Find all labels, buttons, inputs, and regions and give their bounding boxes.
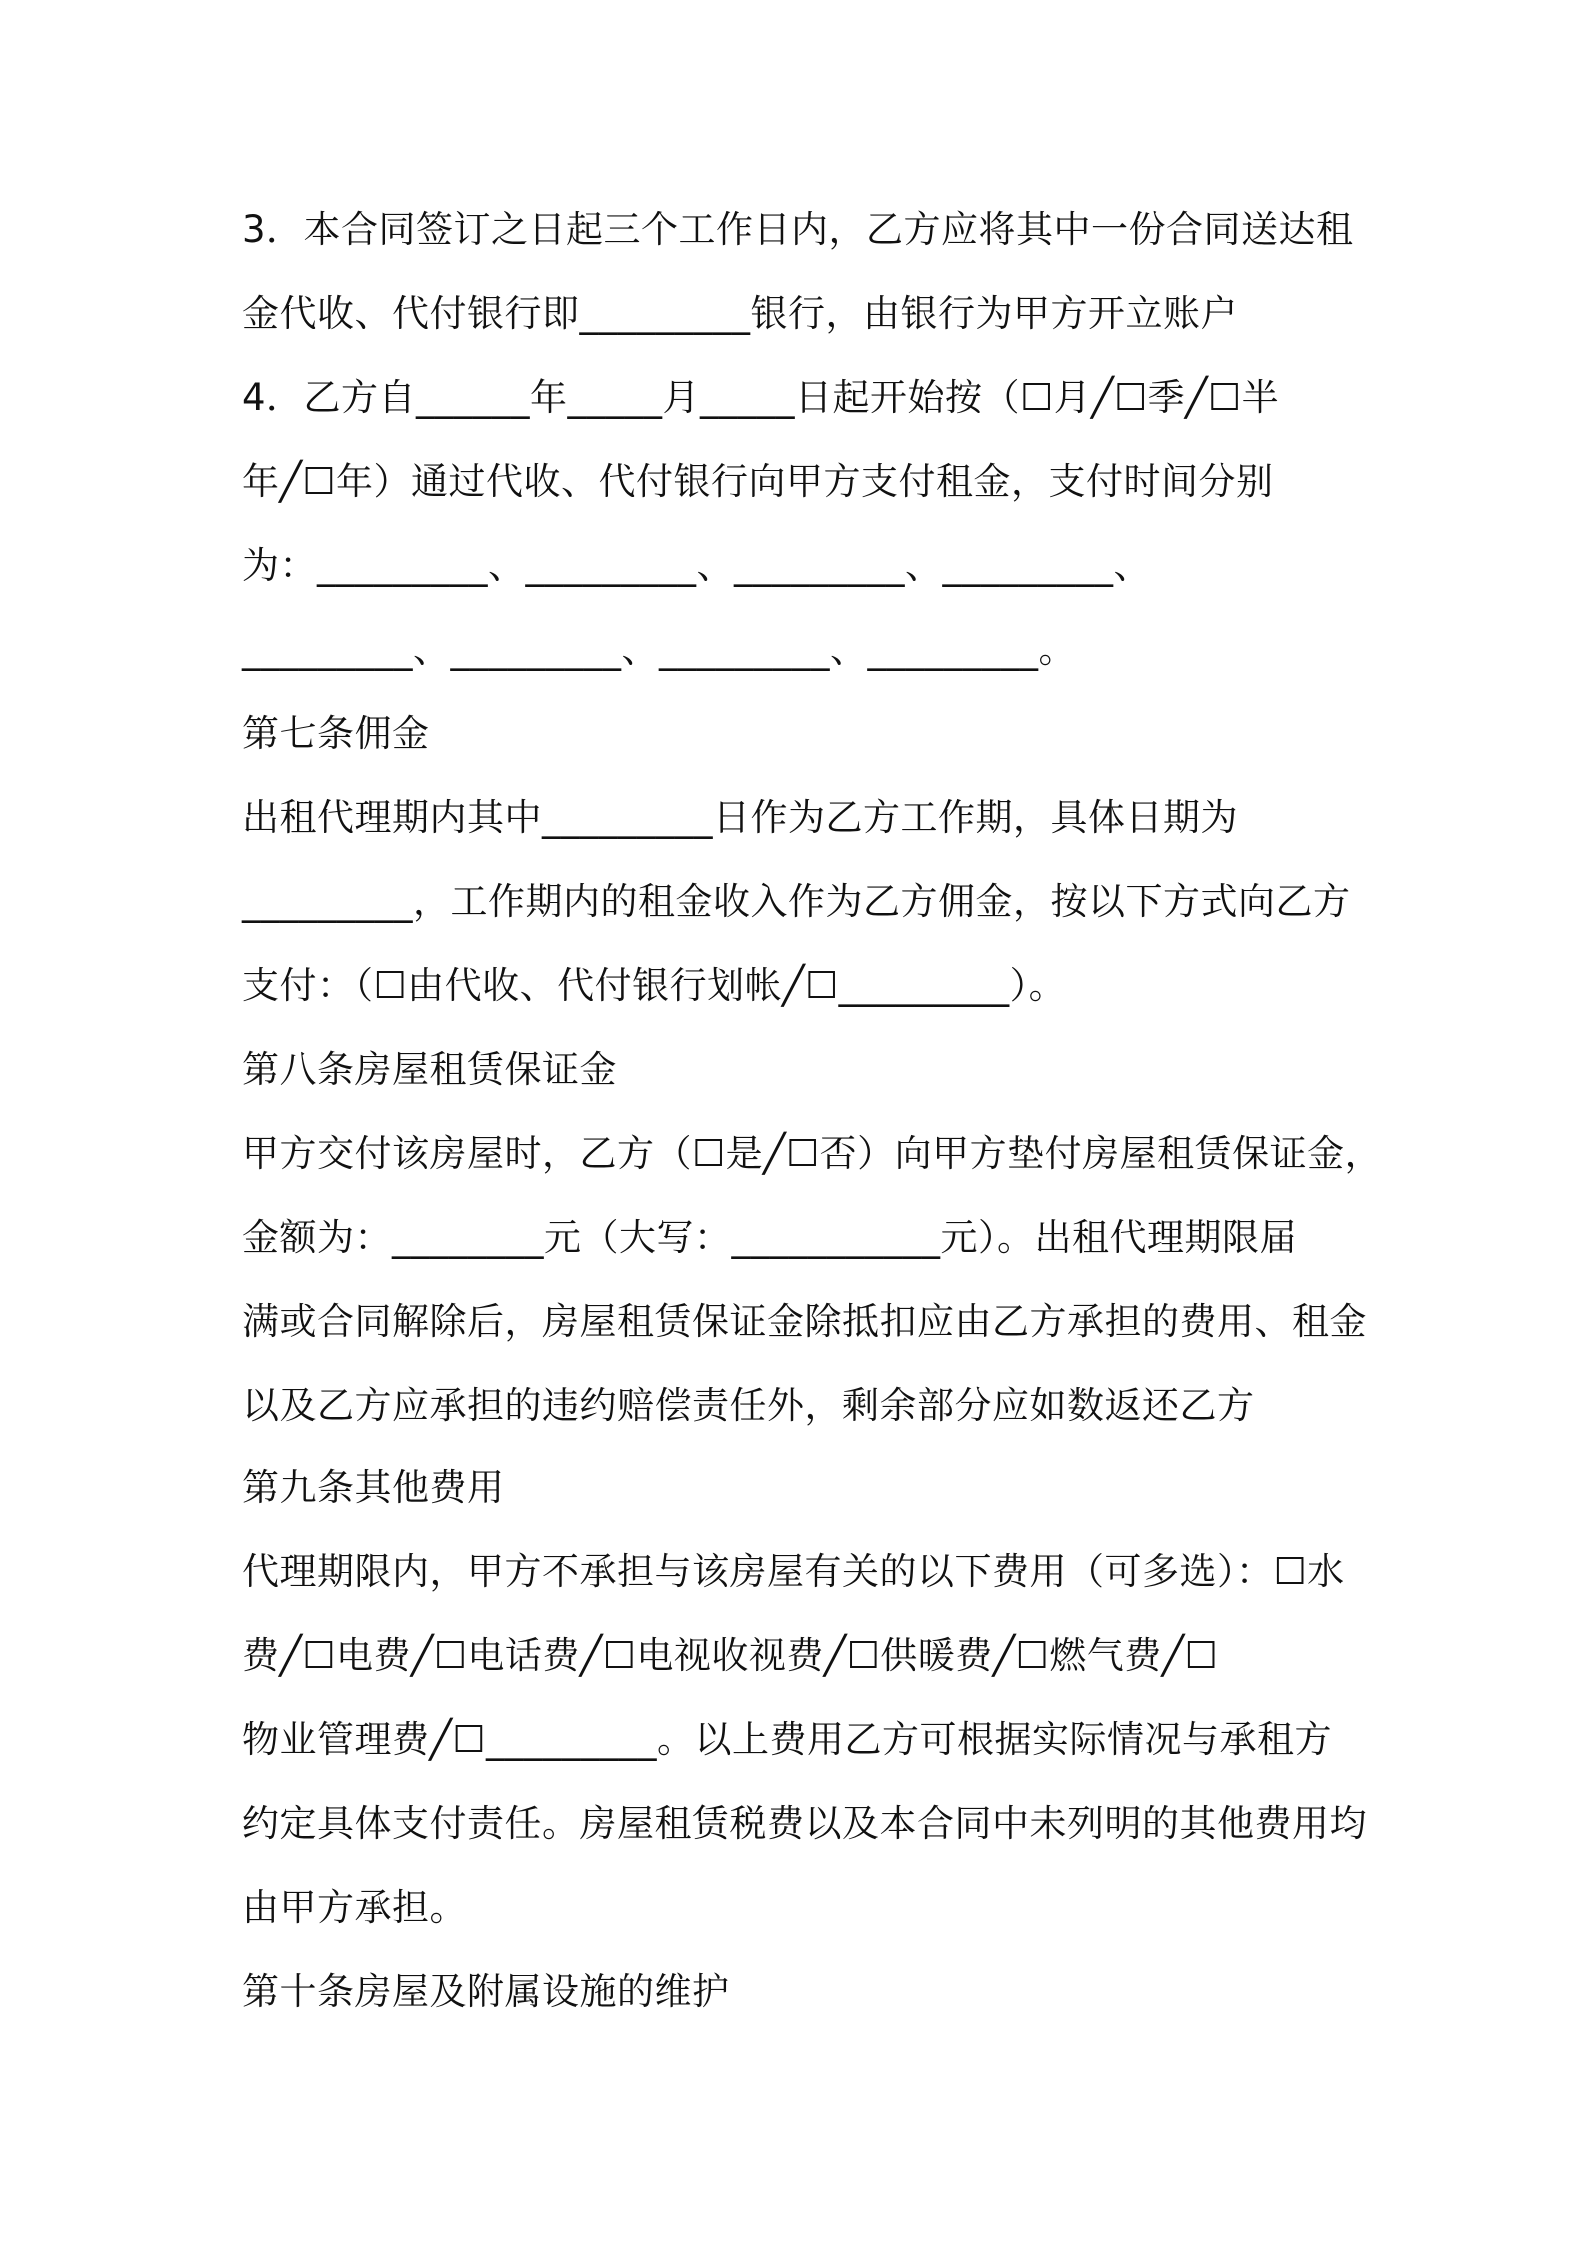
section-heading: 第八条房屋租赁保证金	[242, 1048, 617, 1091]
section-heading: 第七条佣金	[242, 712, 430, 755]
clause-text-line: 物业管理费╱☐_________。以上费用乙方可根据实际情况与承租方	[242, 1718, 1332, 1761]
section-heading: 第九条其他费用	[242, 1466, 505, 1509]
clause-text-line: 满或合同解除后，房屋租赁保证金除抵扣应由乙方承担的费用、租金	[242, 1300, 1367, 1343]
clause-text-line: 3．本合同签订之日起三个工作日内，乙方应将其中一份合同送达租	[242, 208, 1354, 251]
clause-text-line: 甲方交付该房屋时，乙方（☐是╱☐否）向甲方垫付房屋租赁保证金，	[242, 1132, 1383, 1175]
clause-text-line: _________、_________、_________、_________。	[242, 628, 1076, 671]
clause-text-line: 4．乙方自______年_____月_____日起开始按（☐月╱☐季╱☐半	[242, 376, 1280, 419]
clause-text-line: 年╱☐年）通过代收、代付银行向甲方支付租金，支付时间分别	[242, 460, 1274, 503]
clause-text-line: 支付：（☐由代收、代付银行划帐╱☐_________）。	[242, 964, 1067, 1007]
clause-text-line: 代理期限内，甲方不承担与该房屋有关的以下费用（可多选）：☐水	[242, 1550, 1345, 1593]
section-heading: 第十条房屋及附属设施的维护	[242, 1970, 730, 2013]
clause-text-line: _________，工作期内的租金收入作为乙方佣金，按以下方式向乙方	[242, 880, 1351, 923]
clause-text-line: 金额为：________元（大写：___________元）。出租代理期限届	[242, 1216, 1297, 1259]
clause-text-line: 金代收、代付银行即_________银行，由银行为甲方开立账户	[242, 292, 1238, 335]
clause-text-line: 以及乙方应承担的违约赔偿责任外，剩余部分应如数返还乙方	[242, 1384, 1255, 1427]
clause-text-line: 约定具体支付责任。房屋租赁税费以及本合同中未列明的其他费用均	[242, 1802, 1367, 1845]
clause-text-line: 由甲方承担。	[242, 1886, 467, 1929]
clause-text-line: 出租代理期内其中_________日作为乙方工作期，具体日期为	[242, 796, 1238, 839]
clause-text-line: 为：_________、_________、_________、_________、	[242, 544, 1151, 587]
clause-text-line: 费╱☐电费╱☐电话费╱☐电视收视费╱☐供暖费╱☐燃气费╱☐	[242, 1634, 1219, 1677]
